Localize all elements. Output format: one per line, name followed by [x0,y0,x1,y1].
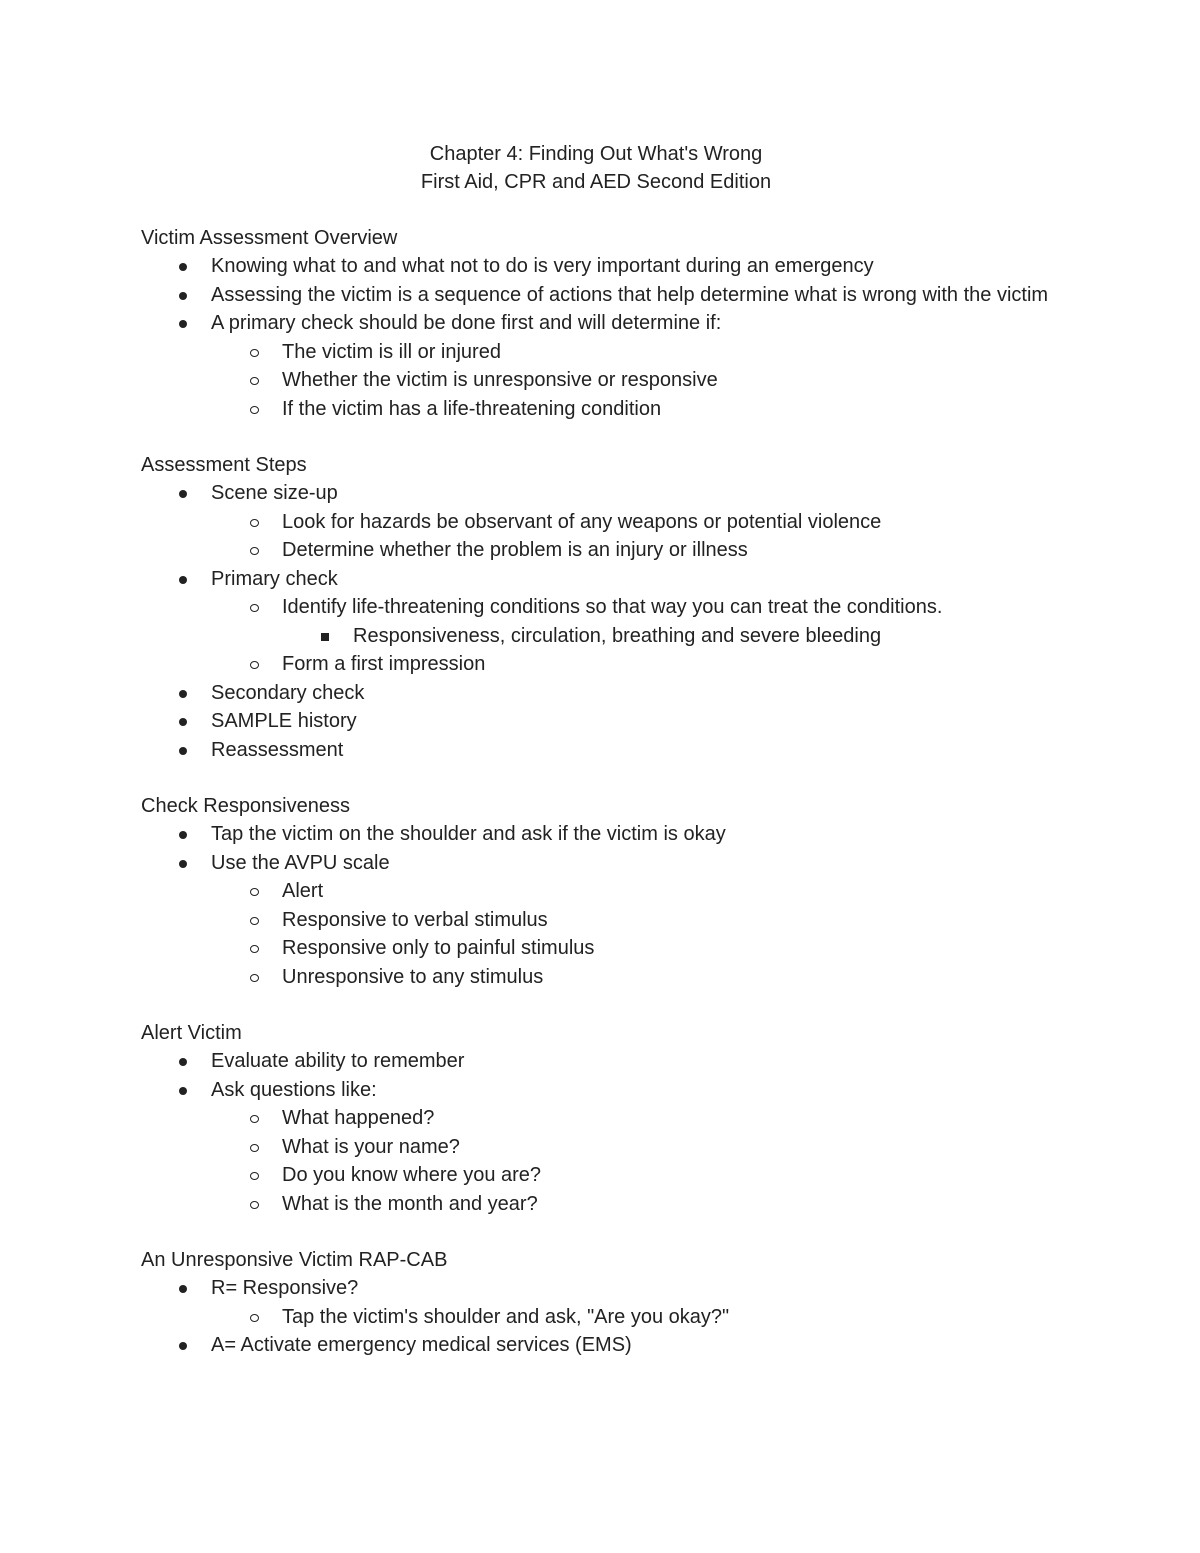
disc-bullet-icon [177,707,189,735]
nested-list-container [141,508,1081,565]
list-item-text: Responsiveness, circulation, breathing and severe bleeding [353,624,882,647]
circle-bullet-icon [248,338,260,366]
section-heading: Check Responsiveness [141,795,350,817]
list-item [141,508,1081,537]
section [141,1246,1081,1360]
disc-bullet-icon [177,849,189,877]
square-bullet-icon [319,622,331,650]
section [141,792,1081,991]
list-item-text: Responsive to verbal stimulus [282,908,548,931]
list-item-text: Unresponsive to any stimulus [282,965,544,988]
nested-list-container [141,1104,1081,1218]
circle-bullet-icon [248,1133,260,1161]
title-line-edition: First Aid, CPR and AED Second Edition [420,171,772,193]
list-item [141,877,1081,906]
circle-bullet-icon [248,650,260,678]
list-item [141,650,1081,679]
list-item-text: What is the month and year? [282,1192,538,1215]
bullet-list-level-1 [141,820,1081,991]
nested-list-container [141,593,1081,679]
list-item-text: Assessing the victim is a sequence of actions that help determine what is wrong with the victim [211,283,1049,306]
list-item [141,1190,1081,1219]
list-item [141,281,1081,310]
section [141,451,1081,764]
disc-bullet-icon [177,820,189,848]
list-item-text: Tap the victim on the shoulder and ask if the victim is okay [211,823,726,845]
bullet-list-level-1 [141,479,1081,764]
section-heading: Alert Victim [141,1022,242,1044]
circle-bullet-icon [248,906,260,934]
circle-bullet-icon [248,1104,260,1132]
nested-list-container [141,877,1081,991]
section [141,1019,1081,1218]
list-item [141,736,1081,765]
nested-list-container [141,338,1081,424]
document-body [141,224,1081,1360]
list-item-text: If the victim has a life-threatening condition [282,397,662,420]
list-item [141,1303,1081,1332]
list-item [141,593,1081,622]
nested-list-container [141,1303,1081,1332]
list-item-text: Knowing what to and what not to do is very important during an emergency [211,255,874,277]
circle-bullet-icon [248,508,260,536]
list-item [141,565,1081,594]
list-item [141,963,1081,992]
circle-bullet-icon [248,366,260,394]
circle-bullet-icon [248,934,260,962]
circle-bullet-icon [248,1190,260,1218]
list-item-text: Identify life-threatening conditions so that way you can treat the conditions. [282,596,943,618]
disc-bullet-icon [177,479,189,507]
disc-bullet-icon [177,679,189,707]
circle-bullet-icon [248,963,260,991]
disc-bullet-icon [177,565,189,593]
list-item [141,252,1081,281]
list-item [141,1331,1081,1360]
bullet-list-level-2 [141,1104,1081,1218]
circle-bullet-icon [248,1161,260,1189]
document-page [141,140,1081,1360]
bullet-list-level-2 [141,338,1081,424]
section-heading: An Unresponsive Victim RAP-CAB [141,1249,448,1271]
list-item-text: Ask questions like: [211,1078,377,1101]
disc-bullet-icon [177,281,189,309]
list-item [141,622,1081,651]
bullet-list-level-1 [141,252,1081,423]
disc-bullet-icon [177,309,189,337]
list-item-text: A primary check should be done first and will determine if: [211,312,722,334]
list-item [141,1047,1081,1076]
title-line-chapter: Chapter 4: Finding Out What's Wrong [429,143,763,165]
list-item-text: Look for hazards be observant of any weapons or potential violence [282,510,882,533]
circle-bullet-icon [248,877,260,905]
section-heading: Assessment Steps [141,454,307,476]
list-item-text: Scene size-up [211,482,338,504]
bullet-list-level-3 [141,622,1081,651]
disc-bullet-icon [177,736,189,764]
list-item [141,366,1081,395]
list-item [141,338,1081,367]
disc-bullet-icon [177,252,189,280]
list-item [141,679,1081,708]
list-item-text: Do you know where you are? [282,1164,542,1186]
bullet-list-level-1 [141,1047,1081,1218]
section [141,224,1081,423]
bullet-list-level-2 [141,508,1081,565]
list-item [141,934,1081,963]
list-item-text: R= Responsive? [211,1277,359,1299]
circle-bullet-icon [248,1303,260,1331]
bullet-list-level-2 [141,593,1081,679]
circle-bullet-icon [248,395,260,423]
list-item [141,309,1081,338]
list-item [141,906,1081,935]
list-item-text: Primary check [211,567,338,590]
list-item-text: What happened? [282,1107,435,1129]
list-item [141,1274,1081,1303]
section-heading: Victim Assessment Overview [141,227,398,249]
list-item [141,536,1081,565]
list-item-text: Determine whether the problem is an injury or illness [282,539,748,561]
list-item-text: Whether the victim is unresponsive or responsive [282,369,718,391]
bullet-list-level-2 [141,877,1081,991]
disc-bullet-icon [177,1047,189,1075]
list-item [141,395,1081,424]
nested-list-container [141,622,1081,651]
disc-bullet-icon [177,1331,189,1359]
list-item-text: Tap the victim's shoulder and ask, "Are you okay?" [282,1305,730,1328]
list-item [141,820,1081,849]
list-item [141,479,1081,508]
list-item [141,1161,1081,1190]
list-item-text: Use the AVPU scale [211,851,390,874]
list-item-text: Alert [282,880,324,902]
list-item-text: Evaluate ability to remember [211,1050,465,1072]
list-item [141,1104,1081,1133]
disc-bullet-icon [177,1274,189,1302]
bullet-list-level-1 [141,1274,1081,1360]
list-item-text: The victim is ill or injured [282,340,501,363]
list-item [141,849,1081,878]
disc-bullet-icon [177,1076,189,1104]
circle-bullet-icon [248,536,260,564]
list-item-text: Reassessment [211,738,344,761]
list-item-text: Form a first impression [282,653,486,675]
bullet-list-level-2 [141,1303,1081,1332]
list-item [141,1076,1081,1105]
list-item [141,1133,1081,1162]
list-item-text: Responsive only to painful stimulus [282,937,595,959]
document-title [141,140,1051,196]
list-item-text: A= Activate emergency medical services (EMS) [211,1334,632,1356]
list-item-text: Secondary check [211,681,365,704]
list-item-text: SAMPLE history [211,710,357,732]
list-item [141,707,1081,736]
circle-bullet-icon [248,593,260,621]
list-item-text: What is your name? [282,1135,460,1158]
